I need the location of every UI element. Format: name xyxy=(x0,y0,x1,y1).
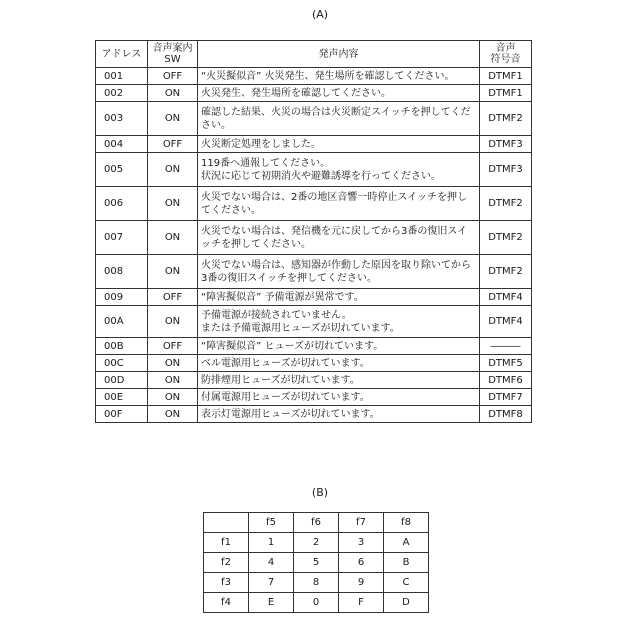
table-row xyxy=(96,102,532,136)
table-row xyxy=(96,221,532,255)
row-header: f2 xyxy=(204,553,249,573)
code-cell: DTMF2 xyxy=(480,102,532,136)
row-header: f4 xyxy=(204,593,249,613)
code-cell: DTMF1 xyxy=(480,68,532,85)
table-row xyxy=(96,389,532,406)
table-a-body xyxy=(96,68,532,423)
table-row xyxy=(96,136,532,153)
address-cell: 00C xyxy=(96,355,148,372)
table-b-row xyxy=(204,553,429,573)
content-cell: 表示灯電源用ヒューズが切れています。 xyxy=(198,406,480,423)
table-row xyxy=(96,255,532,289)
matrix-cell: 0 xyxy=(294,593,339,613)
address-cell: 001 xyxy=(96,68,148,85)
table-row xyxy=(96,187,532,221)
sw-header-line1: 音声案内 xyxy=(153,43,193,54)
sw-cell: ON xyxy=(148,406,198,423)
sw-cell: OFF xyxy=(148,68,198,85)
sw-cell: OFF xyxy=(148,338,198,355)
sw-cell: ON xyxy=(148,355,198,372)
matrix-cell: 3 xyxy=(339,533,384,553)
dtmf-matrix-table xyxy=(203,512,429,613)
sw-cell: ON xyxy=(148,255,198,289)
address-cell: 004 xyxy=(96,136,148,153)
sw-cell: ON xyxy=(148,187,198,221)
matrix-cell: 9 xyxy=(339,573,384,593)
table-row xyxy=(96,355,532,372)
content-cell: “障害擬似音” ヒューズが切れています。 xyxy=(198,338,480,355)
content-cell: 119番へ通報してください。 状況に応じて初期消火や避難誘導を行ってください。 xyxy=(198,153,480,187)
code-header-line1: 音声 xyxy=(496,43,516,54)
address-cell: 007 xyxy=(96,221,148,255)
table-row xyxy=(96,68,532,85)
code-cell: DTMF7 xyxy=(480,389,532,406)
content-cell: 火災でない場合は、2番の地区音響一時停止スイッチを押してください。 xyxy=(198,187,480,221)
address-cell: 00A xyxy=(96,306,148,338)
code-cell: DTMF2 xyxy=(480,187,532,221)
table-b-row xyxy=(204,533,429,553)
code-header-line2: 符号音 xyxy=(491,54,521,65)
matrix-cell: 5 xyxy=(294,553,339,573)
content-cell: 火災断定処理をしました。 xyxy=(198,136,480,153)
sw-header xyxy=(148,41,198,68)
sw-cell: ON xyxy=(148,372,198,389)
table-row xyxy=(96,153,532,187)
code-cell: DTMF2 xyxy=(480,221,532,255)
sw-cell: OFF xyxy=(148,289,198,306)
table-row xyxy=(96,338,532,355)
sw-cell: ON xyxy=(148,85,198,102)
address-cell: 006 xyxy=(96,187,148,221)
sw-header-line2: SW xyxy=(164,54,180,65)
sw-cell: ON xyxy=(148,221,198,255)
table-b-header-row xyxy=(204,513,429,533)
content-cell: 火災発生、発生場所を確認してください。 xyxy=(198,85,480,102)
sw-cell: ON xyxy=(148,102,198,136)
column-header: f7 xyxy=(339,513,384,533)
code-cell: DTMF5 xyxy=(480,355,532,372)
code-cell: DTMF4 xyxy=(480,306,532,338)
address-cell: 005 xyxy=(96,153,148,187)
content-cell: 予備電源が接続されていません。 または予備電源用ヒューズが切れています。 xyxy=(198,306,480,338)
code-cell: DTMF1 xyxy=(480,85,532,102)
code-header xyxy=(480,41,532,68)
address-cell: 00E xyxy=(96,389,148,406)
matrix-cell: 4 xyxy=(249,553,294,573)
row-header: f1 xyxy=(204,533,249,553)
code-cell: DTMF8 xyxy=(480,406,532,423)
address-header: アドレス xyxy=(96,41,148,68)
corner-cell xyxy=(204,513,249,533)
sw-cell: ON xyxy=(148,306,198,338)
address-cell: 00B xyxy=(96,338,148,355)
table-row xyxy=(96,306,532,338)
table-row xyxy=(96,372,532,389)
content-cell: “火災擬似音” 火災発生、発生場所を確認してください。 xyxy=(198,68,480,85)
matrix-cell: C xyxy=(384,573,429,593)
row-header: f3 xyxy=(204,573,249,593)
content-cell: 確認した結果、火災の場合は火災断定スイッチを押してください。 xyxy=(198,102,480,136)
column-header: f6 xyxy=(294,513,339,533)
code-cell: DTMF3 xyxy=(480,136,532,153)
column-header: f8 xyxy=(384,513,429,533)
matrix-cell: F xyxy=(339,593,384,613)
table-row xyxy=(96,289,532,306)
content-cell: “障害擬似音” 予備電源が異常です。 xyxy=(198,289,480,306)
matrix-cell: B xyxy=(384,553,429,573)
matrix-cell: 7 xyxy=(249,573,294,593)
sw-cell: ON xyxy=(148,153,198,187)
code-cell: DTMF6 xyxy=(480,372,532,389)
content-cell: 防排煙用ヒューズが切れています。 xyxy=(198,372,480,389)
column-header: f5 xyxy=(249,513,294,533)
code-cell: DTMF3 xyxy=(480,153,532,187)
address-cell: 003 xyxy=(96,102,148,136)
matrix-cell: 2 xyxy=(294,533,339,553)
content-cell: 火災でない場合は、発信機を元に戻してから3番の復旧スイッチを押してください。 xyxy=(198,221,480,255)
matrix-cell: E xyxy=(249,593,294,613)
table-b-label: (B) xyxy=(0,486,640,499)
matrix-cell: D xyxy=(384,593,429,613)
matrix-cell: A xyxy=(384,533,429,553)
table-a-label: (A) xyxy=(0,8,640,21)
table-b-row xyxy=(204,593,429,613)
matrix-cell: 6 xyxy=(339,553,384,573)
sw-cell: OFF xyxy=(148,136,198,153)
voice-message-table xyxy=(95,40,532,423)
address-cell: 009 xyxy=(96,289,148,306)
matrix-cell: 8 xyxy=(294,573,339,593)
table-row xyxy=(96,85,532,102)
table-b-row xyxy=(204,573,429,593)
table-row xyxy=(96,406,532,423)
content-cell: 火災でない場合は、感知器が作動した原因を取り除いてから3番の復旧スイッチを押してください。 xyxy=(198,255,480,289)
content-cell: ベル電源用ヒューズが切れています。 xyxy=(198,355,480,372)
matrix-cell: 1 xyxy=(249,533,294,553)
address-cell: 008 xyxy=(96,255,148,289)
address-cell: 00F xyxy=(96,406,148,423)
address-cell: 002 xyxy=(96,85,148,102)
content-header: 発声内容 xyxy=(198,41,480,68)
table-a-header-row xyxy=(96,41,532,68)
sw-cell: ON xyxy=(148,389,198,406)
code-cell: ――― xyxy=(480,338,532,355)
code-cell: DTMF4 xyxy=(480,289,532,306)
table-b-body xyxy=(204,513,429,613)
address-cell: 00D xyxy=(96,372,148,389)
code-cell: DTMF2 xyxy=(480,255,532,289)
content-cell: 付属電源用ヒューズが切れています。 xyxy=(198,389,480,406)
